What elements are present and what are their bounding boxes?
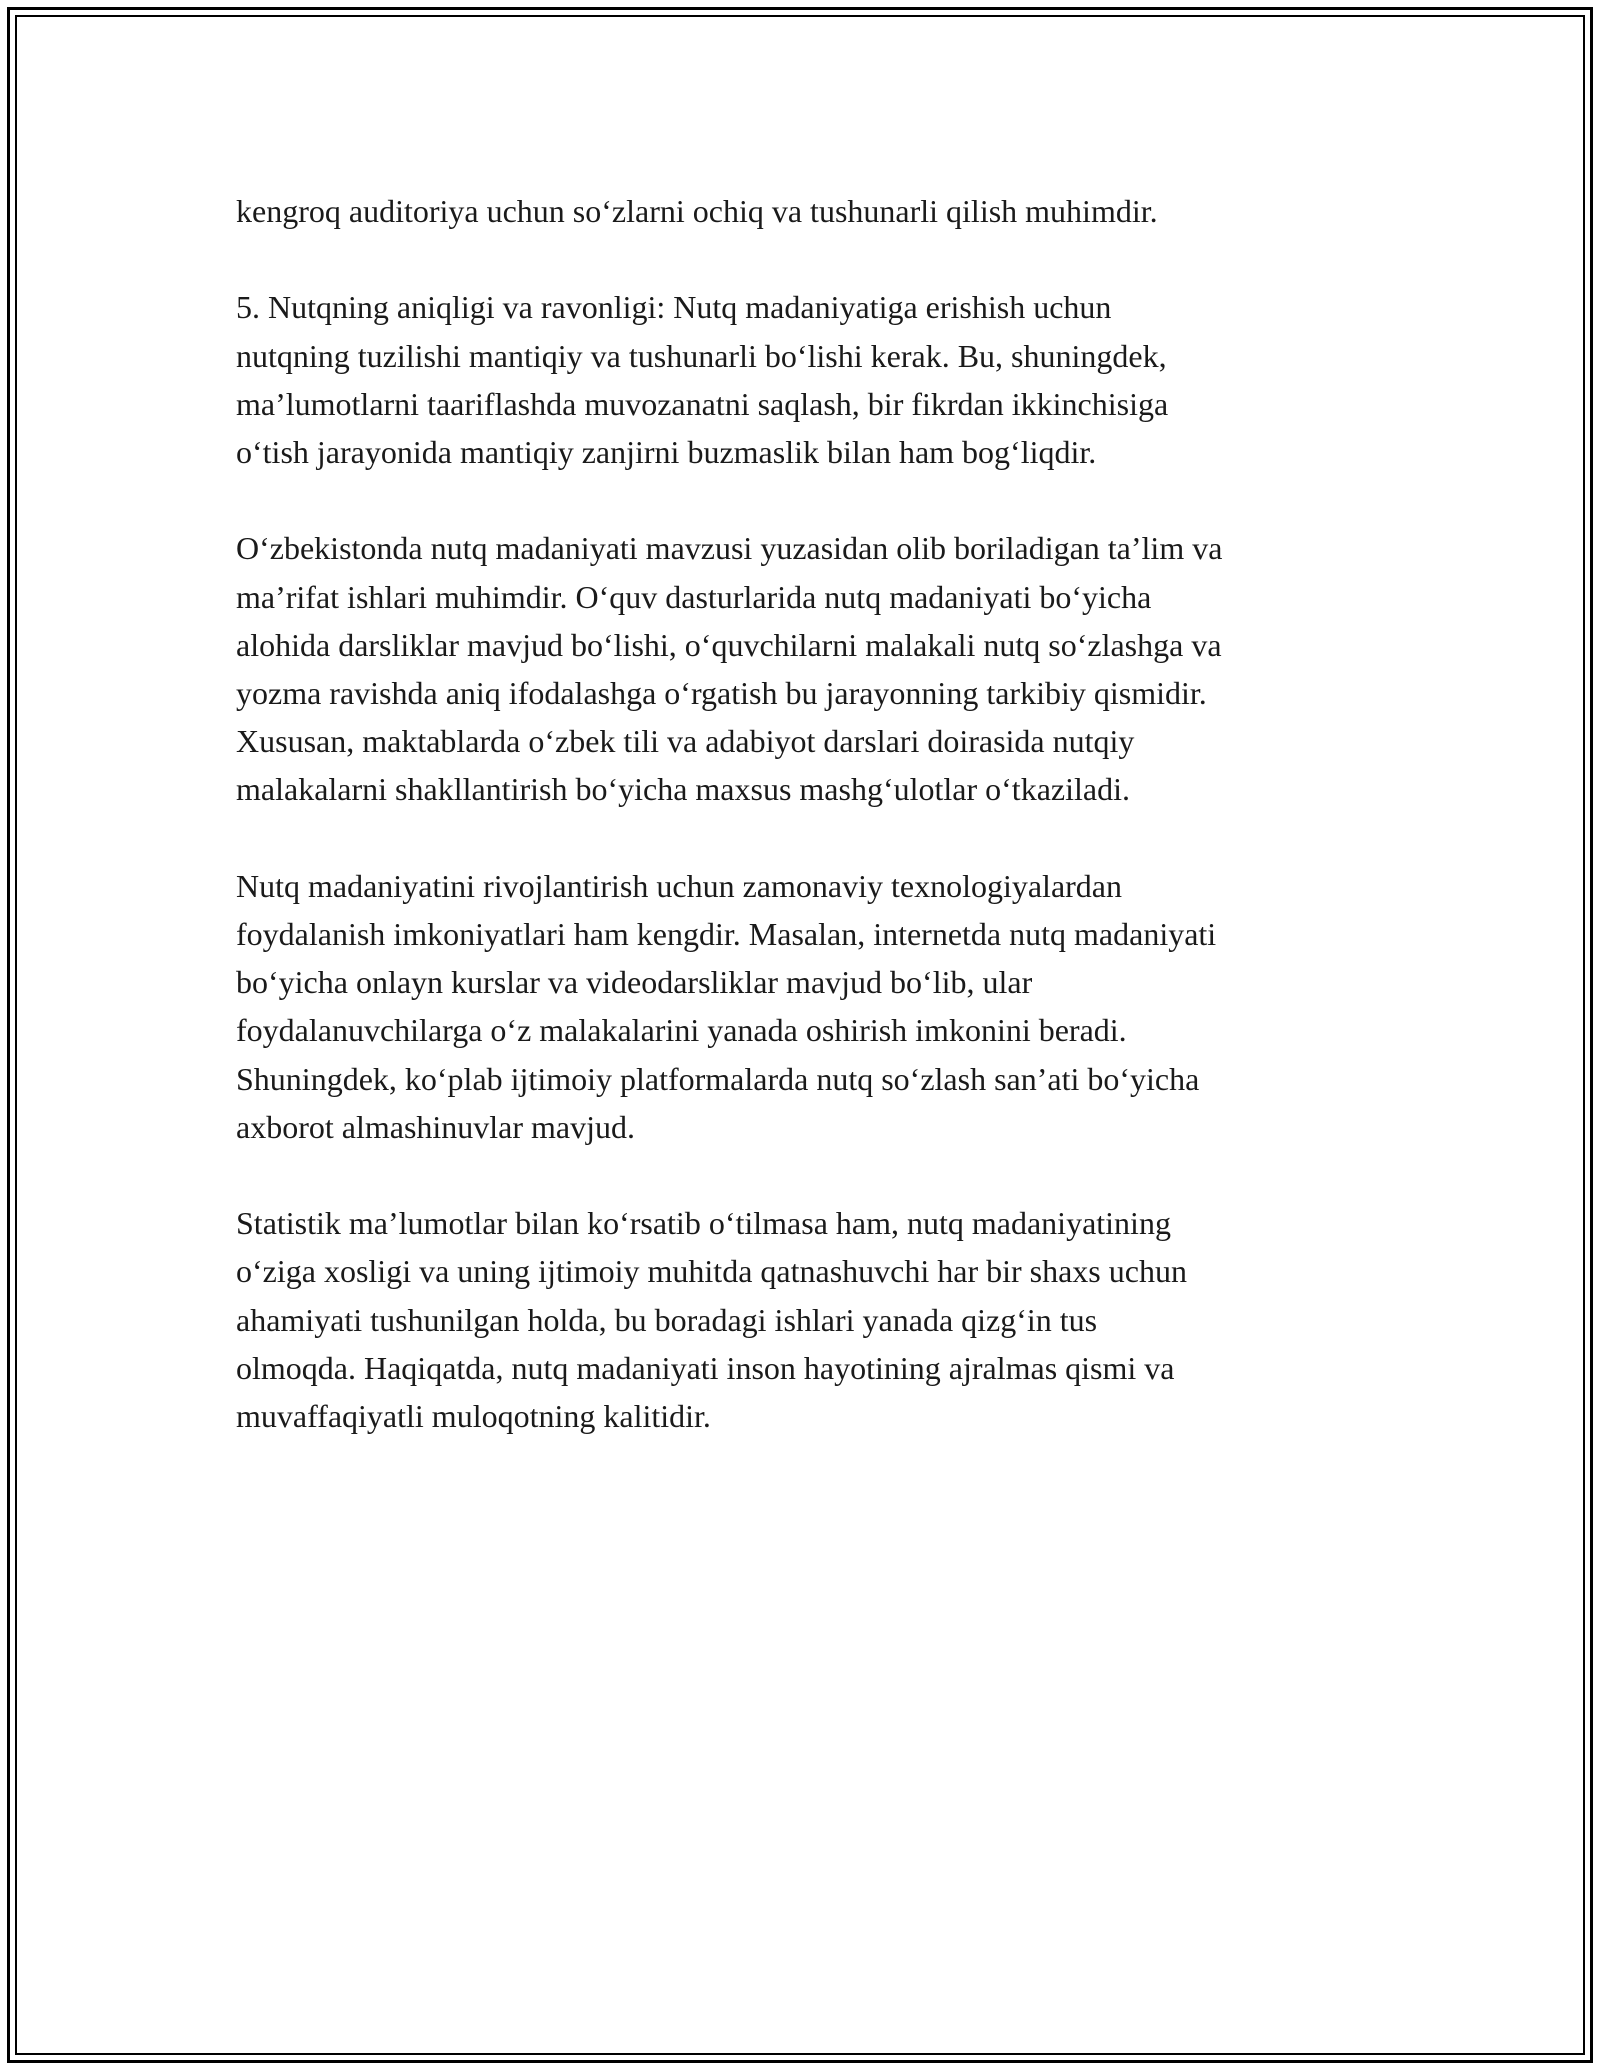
- document-body: [236, 187, 1381, 1488]
- paragraph-2: [236, 283, 1381, 476]
- text-line: foydalanish imkoniyatlari ham kengdir. Masalan, internetda nutq madaniyati: [236, 916, 1217, 952]
- text-line: ahamiyati tushunilgan holda, bu boradagi ishlari yanada qizg‘in tus: [236, 1301, 1098, 1338]
- paragraph-1: [236, 187, 1381, 235]
- text-line: nutqning tuzilishi mantiqiy va tushunarli bo‘lishi kerak. Bu, shuningdek,: [236, 337, 1167, 374]
- text-line: bo‘yicha onlayn kurslar va videodarsliklar mavjud bo‘lib, ular: [236, 964, 1033, 1001]
- text-line: ma’lumotlarni taariflashda muvozanatni saqlash, bir fikrdan ikkinchisiga: [236, 385, 1169, 422]
- text-line: Xususan, maktablarda o‘zbek tili va adabiyot darslari doirasida nutqiy: [236, 723, 1135, 760]
- text-line: kengroq auditoriya uchun so‘zlarni ochiq va tushunarli qilish muhimdir.: [236, 193, 1158, 229]
- text-line: alohida darsliklar mavjud bo‘lishi, o‘quvchilarni malakali nutq so‘zlashga va: [236, 626, 1222, 663]
- text-line: foydalanuvchilarga o‘z malakalarini yanada oshirish imkonini beradi.: [236, 1012, 1127, 1049]
- text-line: o‘ziga xosligi va uning ijtimoiy muhitda qatnashuvchi har bir shaxs uchun: [236, 1253, 1187, 1290]
- text-line: muvaffaqiyatli muloqotning kalitidir.: [236, 1398, 711, 1435]
- text-line: yozma ravishda aniq ifodalashga o‘rgatish bu jarayonning tarkibiy qismidir.: [236, 675, 1207, 711]
- text-line: malakalarni shakllantirish bo‘yicha maxsus mashg‘ulotlar o‘tkaziladi.: [236, 771, 1130, 808]
- text-line: ma’rifat ishlari muhimdir. O‘quv dasturlarida nutq madaniyati bo‘yicha: [236, 578, 1152, 615]
- text-line: O‘zbekistonda nutq madaniyati mavzusi yuzasidan olib boriladigan ta’lim va: [236, 530, 1223, 567]
- text-line: olmoqda. Haqiqatda, nutq madaniyati inson hayotining ajralmas qismi va: [236, 1349, 1175, 1386]
- text-line: Nutq madaniyatini rivojlantirish uchun zamonaviy texnologiyalardan: [236, 867, 1122, 904]
- paragraph-3: [236, 524, 1381, 813]
- text-line: Statistik ma’lumotlar bilan ko‘rsatib o‘tilmasa ham, nutq madaniyatining: [236, 1205, 1171, 1242]
- text-line: Shuningdek, ko‘plab ijtimoiy platformalarda nutq so‘zlash san’ati bo‘yicha: [236, 1060, 1200, 1097]
- text-line: axborot almashinuvlar mavjud.: [236, 1108, 636, 1145]
- text-line: 5. Nutqning aniqligi va ravonligi: Nutq madaniyatiga erishish uchun: [236, 289, 1112, 326]
- paragraph-5: [236, 1199, 1381, 1440]
- paragraph-4: [236, 862, 1381, 1151]
- text-line: o‘tish jarayonida mantiqiy zanjirni buzmaslik bilan ham bog‘liqdir.: [236, 434, 1097, 470]
